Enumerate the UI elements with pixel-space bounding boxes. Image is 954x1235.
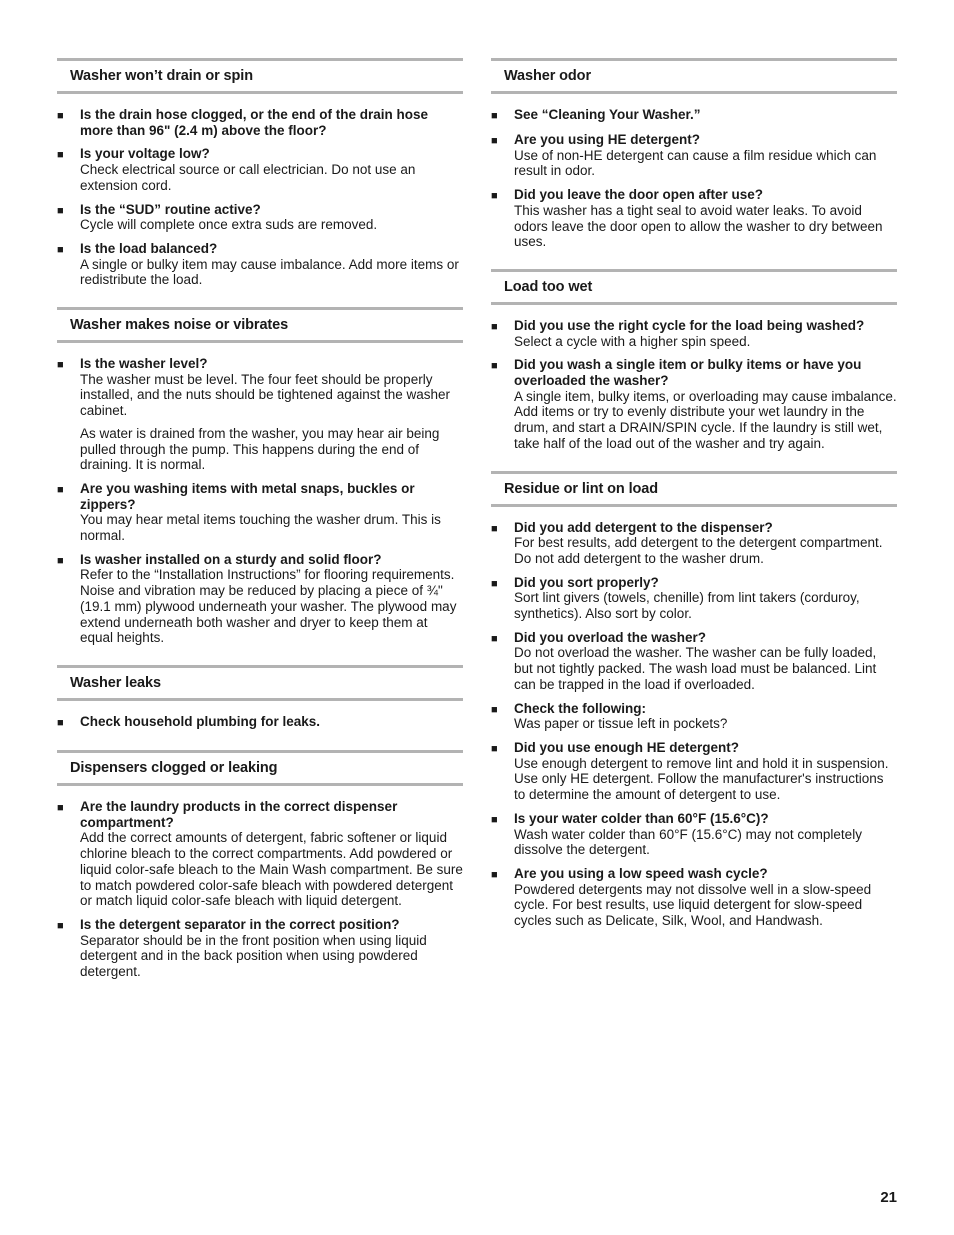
item-question: Are you using HE detergent? — [514, 132, 701, 147]
item-body — [80, 799, 463, 909]
square-bullet-icon — [57, 356, 80, 473]
item-body — [514, 107, 897, 124]
item-body — [514, 520, 897, 567]
square-bullet-icon — [57, 146, 80, 193]
item-question: Is the “SUD” routine active? — [80, 201, 261, 217]
item-answer: For best results, add detergent to the detergent compartment. Do not add detergent to the washer drum. — [514, 535, 883, 566]
item-answer: Sort lint givers (towels, chenille) from lint takers (corduroy, synthetics). Also sort by color. — [514, 590, 860, 622]
item-question: Did you overload the washer? — [514, 629, 707, 645]
item-question: Is your water colder than 60°F (15.6°C)? — [514, 810, 769, 826]
item-list — [491, 305, 897, 471]
item-answer: Use enough detergent to remove lint and hold it in suspension. Use only HE detergent. Follow the manufacturer's instructions to determine the amount of detergent to use. — [514, 755, 889, 803]
list-item — [491, 701, 897, 732]
item-answer: Select a cycle with a higher spin speed. — [514, 333, 751, 349]
section-heading: Load too wet — [491, 269, 897, 305]
item-answer: Powdered detergents may not dissolve well in a slow-speed cycle. For best results, use liquid detergent for slow-speed cycles such as Delicate, Silk, Wool, and Handwash. — [514, 881, 872, 929]
item-list — [57, 701, 463, 750]
list-item — [491, 318, 897, 349]
item-question: Did you use the right cycle for the load being washed? — [514, 317, 865, 333]
item-body — [514, 811, 897, 858]
item-answer: A single or bulky item may cause imbalance. Add more items or redistribute the load. — [80, 256, 459, 288]
item-question: Did you add detergent to the dispenser? — [514, 519, 773, 535]
list-item — [57, 107, 463, 138]
list-item — [57, 241, 463, 288]
item-answer: The washer must be level. The four feet should be properly installed, and the nuts should be tightened against the washer cabinet. — [80, 371, 451, 419]
item-body — [514, 740, 897, 803]
item-body — [80, 481, 463, 544]
item-answer: Was paper or tissue left in pockets? — [514, 716, 728, 732]
list-item — [57, 714, 463, 731]
item-answer: Add the correct amounts of detergent, fabric softener or liquid chlorine bleach to the correct compartments. Add powdered or liquid color-safe bleach to the Main Wash compartment. Be sure to match powdered color-safe bleach with powdered detergent or match liquid color-safe bleach with liquid detergent. — [80, 830, 463, 909]
item-body — [80, 146, 463, 193]
square-bullet-icon — [57, 799, 80, 909]
square-bullet-icon — [491, 107, 514, 124]
item-answer: This washer has a tight seal to avoid water leaks. To avoid odors leave the door open to allow the washer to dry between uses. — [514, 202, 883, 250]
item-body — [80, 356, 463, 473]
item-question: Check the following: — [514, 700, 647, 716]
item-body — [514, 318, 897, 349]
item-body — [80, 241, 463, 288]
item-question: Are you washing items with metal snaps, buckles or zippers? — [80, 480, 415, 512]
page-number: 21 — [880, 1189, 897, 1206]
square-bullet-icon — [491, 811, 514, 858]
item-body — [514, 575, 897, 622]
list-item — [491, 132, 897, 179]
item-question: Are you using a low speed wash cycle? — [514, 865, 768, 881]
item-body — [80, 202, 463, 233]
item-answer: Separator should be in the front position when using liquid detergent and in the back position when using powdered detergent. — [80, 932, 427, 980]
list-item — [491, 187, 897, 250]
item-body — [514, 630, 897, 693]
list-item — [491, 575, 897, 622]
item-question: Is the drain hose clogged, or the end of the drain hose more than 96" (2.4 m) above the floor? — [80, 107, 429, 138]
left-column — [57, 58, 463, 999]
square-bullet-icon — [491, 318, 514, 349]
list-item — [491, 740, 897, 803]
square-bullet-icon — [491, 866, 514, 929]
item-list — [491, 94, 897, 269]
item-answer: Refer to the “Installation Instructions” for flooring requirements. Noise and vibration may be reduced by placing a piece of ¾" (19.1 mm) plywood underneath your washer. The plywood may extend underneath both washer and dryer to keep them at equal heights. — [80, 567, 457, 646]
item-body — [80, 714, 463, 731]
square-bullet-icon — [491, 740, 514, 803]
square-bullet-icon — [57, 552, 80, 646]
square-bullet-icon — [57, 202, 80, 233]
item-answer: Do not overload the washer. The washer can be fully loaded, but not tightly packed. The wash load must be balanced. Lint can be trapped in the load if overloaded. — [514, 645, 877, 692]
item-question: Is your voltage low? — [80, 146, 210, 162]
item-answer: Check electrical source or call electrician. Do not use an extension cord. — [80, 162, 416, 193]
item-question: See “Cleaning Your Washer.” — [514, 107, 701, 122]
square-bullet-icon — [491, 575, 514, 622]
item-body — [80, 917, 463, 980]
item-answer: Wash water colder than 60°F (15.6°C) may not completely dissolve the detergent. — [514, 826, 862, 858]
square-bullet-icon — [491, 520, 514, 567]
list-item — [491, 520, 897, 567]
square-bullet-icon — [491, 357, 514, 451]
item-list — [57, 94, 463, 307]
item-list — [491, 507, 897, 948]
square-bullet-icon — [57, 107, 80, 138]
section-heading: Washer makes noise or vibrates — [57, 307, 463, 343]
list-item — [57, 146, 463, 193]
square-bullet-icon — [57, 917, 80, 980]
square-bullet-icon — [57, 481, 80, 544]
section-washer-makes-noise-or-vibrates — [57, 307, 463, 665]
section-heading: Residue or lint on load — [491, 471, 897, 507]
item-answer: A single item, bulky items, or overloading may cause imbalance. Add items or try to evenly distribute your wet laundry in the drum, and start a DRAIN/SPIN cycle. If the laundry is still wet, take half of the load out of the washer and try again. — [514, 388, 897, 451]
square-bullet-icon — [491, 630, 514, 693]
list-item — [491, 357, 897, 451]
section-heading: Washer leaks — [57, 665, 463, 701]
section-washer-odor — [491, 58, 897, 269]
list-item — [491, 811, 897, 858]
item-body — [514, 701, 897, 732]
item-extra-paragraph: As water is drained from the washer, you may hear air being pulled through the pump. This happens during the end of draining. It is normal. — [80, 425, 440, 473]
item-question: Is the washer level? — [80, 356, 208, 372]
section-heading: Washer odor — [491, 58, 897, 94]
item-question: Is washer installed on a sturdy and solid floor? — [80, 551, 382, 567]
item-question: Is the detergent separator in the correct position? — [80, 916, 400, 932]
item-answer: You may hear metal items touching the washer drum. This is normal. — [80, 512, 441, 544]
list-item — [57, 481, 463, 544]
item-list — [57, 786, 463, 999]
item-list — [57, 343, 463, 665]
item-question: Did you wash a single item or bulky items or have you overloaded the washer? — [514, 357, 862, 389]
section-washer-won-t-drain-or-spin — [57, 58, 463, 307]
item-body — [514, 357, 897, 451]
item-body — [514, 132, 897, 179]
square-bullet-icon — [491, 187, 514, 250]
list-item — [57, 799, 463, 909]
right-column — [491, 58, 897, 948]
section-heading: Dispensers clogged or leaking — [57, 750, 463, 786]
list-item — [491, 107, 897, 124]
section-load-too-wet — [491, 269, 897, 471]
section-heading: Washer won’t drain or spin — [57, 58, 463, 94]
section-washer-leaks — [57, 665, 463, 750]
item-body — [514, 187, 897, 250]
list-item — [491, 630, 897, 693]
list-item — [57, 552, 463, 646]
list-item — [57, 202, 463, 233]
item-body — [80, 107, 463, 138]
item-question: Is the load balanced? — [80, 240, 218, 256]
square-bullet-icon — [491, 132, 514, 179]
list-item — [491, 866, 897, 929]
item-body — [514, 866, 897, 929]
section-dispensers-clogged-or-leaking — [57, 750, 463, 999]
list-item — [57, 917, 463, 980]
item-answer: Use of non-HE detergent can cause a film residue which can result in odor. — [514, 147, 877, 179]
square-bullet-icon — [491, 701, 514, 732]
item-body — [80, 552, 463, 646]
square-bullet-icon — [57, 241, 80, 288]
item-question: Did you use enough HE detergent? — [514, 739, 740, 755]
item-question: Are the laundry products in the correct dispenser compartment? — [80, 798, 398, 830]
item-question: Check household plumbing for leaks. — [80, 713, 321, 729]
square-bullet-icon — [57, 714, 80, 731]
item-question: Did you leave the door open after use? — [514, 187, 764, 203]
list-item — [57, 356, 463, 473]
section-residue-or-lint-on-load — [491, 471, 897, 948]
item-answer: Cycle will complete once extra suds are removed. — [80, 217, 378, 233]
item-question: Did you sort properly? — [514, 574, 659, 590]
